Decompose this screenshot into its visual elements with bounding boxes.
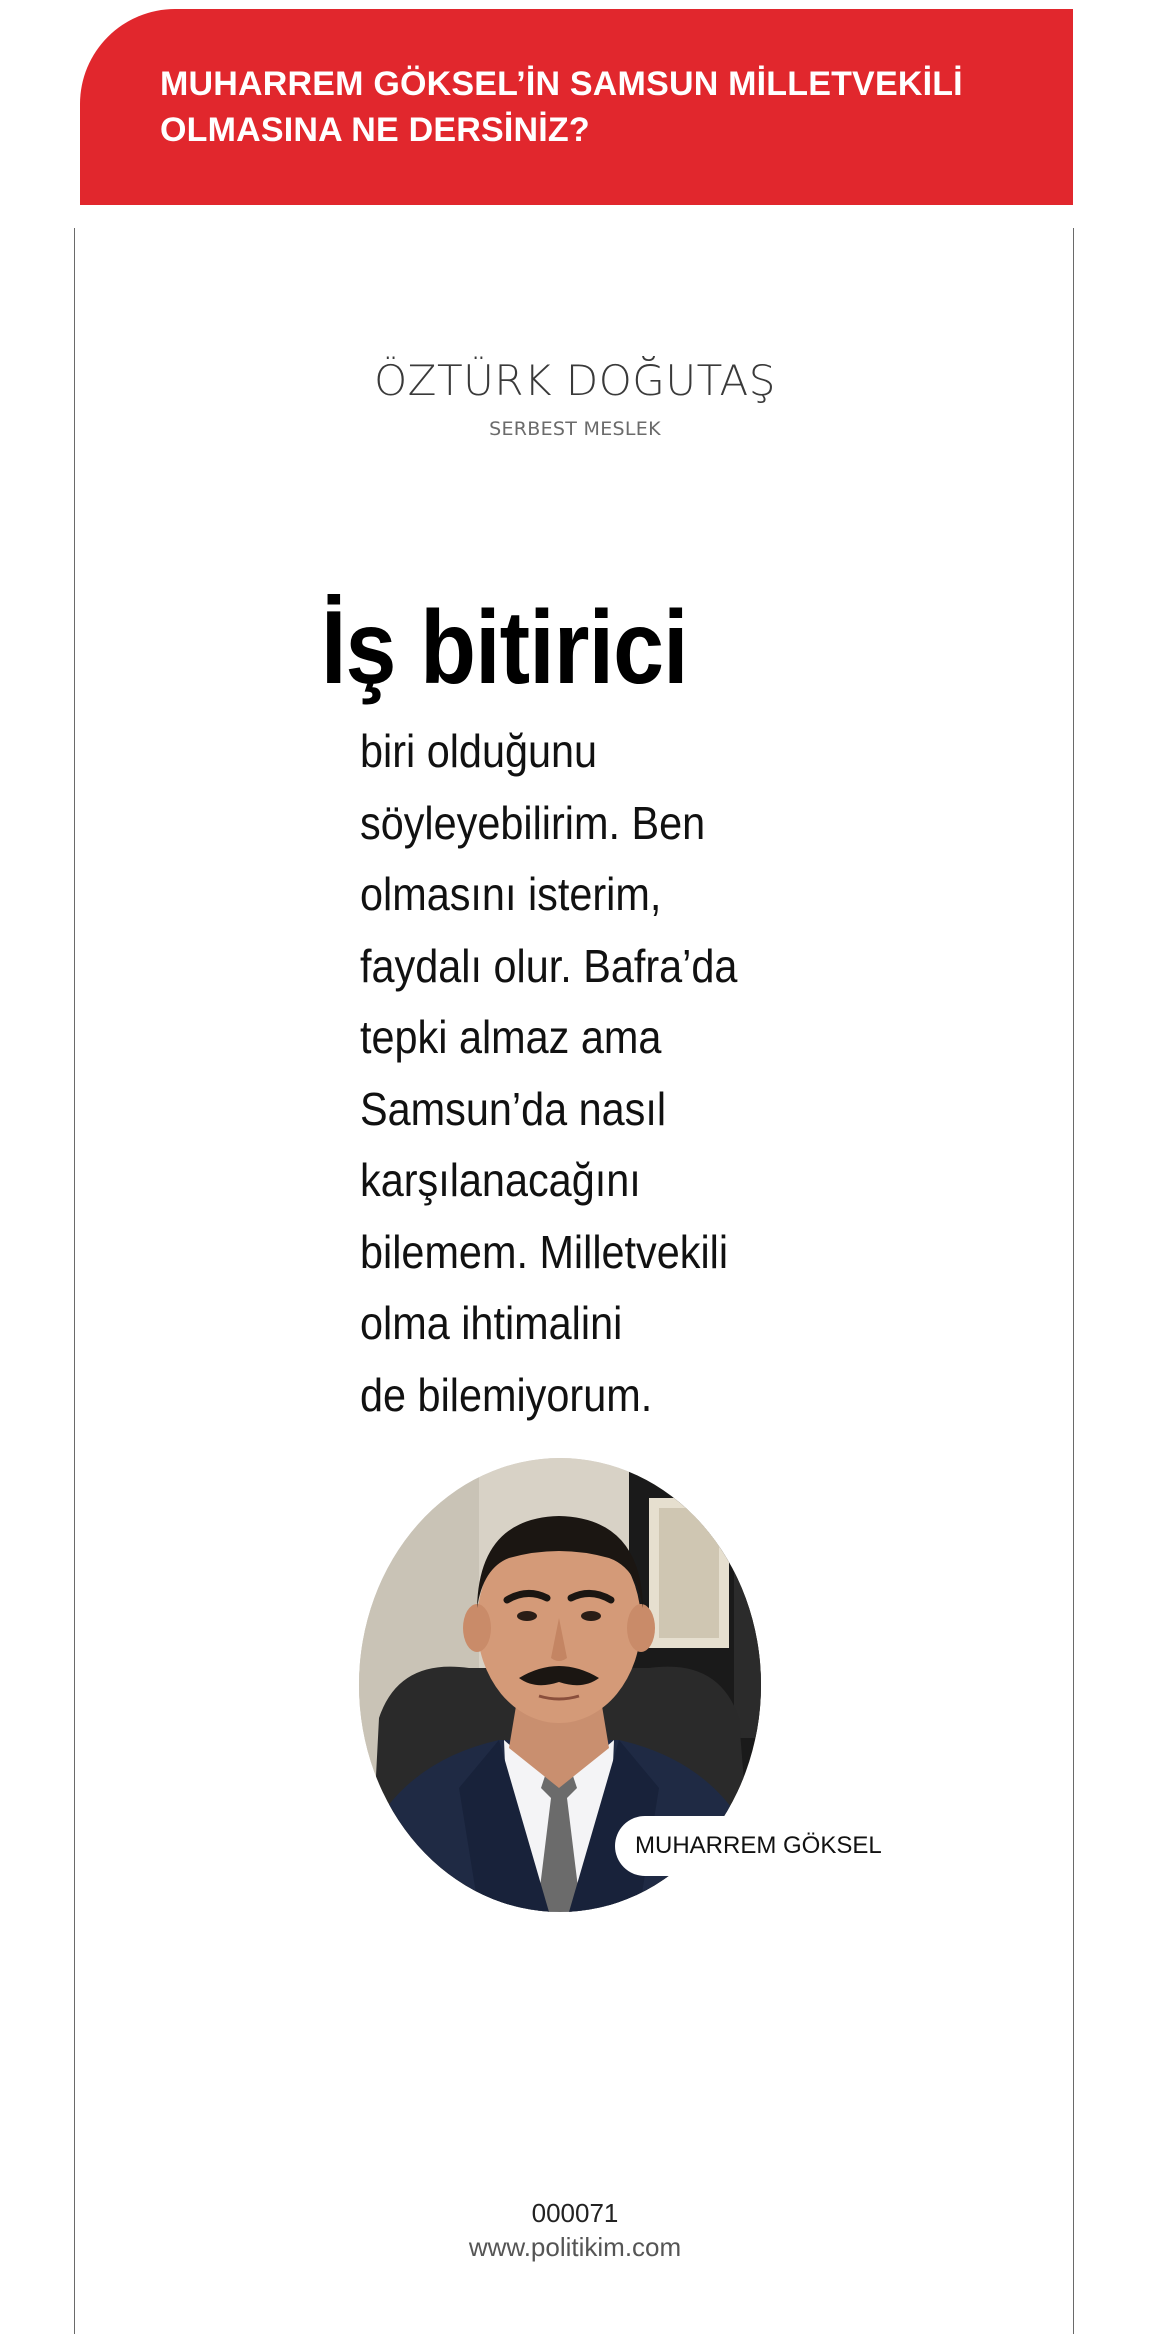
- subject-name-tag: MUHARREM GÖKSEL: [615, 1816, 904, 1876]
- quote-line: faydalı olur. Bafra’da: [360, 939, 738, 992]
- author-name: ÖZTÜRK DOĞUTAŞ: [374, 356, 776, 405]
- quote-line: olma ihtimalini: [360, 1297, 623, 1349]
- author-role: SERBEST MESLEK: [489, 418, 661, 440]
- quote-line: tepki almaz ama: [360, 1011, 662, 1063]
- footer-url[interactable]: www.politikim.com: [468, 2232, 682, 2262]
- quote-line: söyleyebilirim. Ben: [360, 796, 706, 849]
- quote-line: bilemem. Milletvekili: [360, 1225, 729, 1278]
- quote-lead: İş bitirici: [321, 590, 688, 706]
- quote-line: Samsun’da nasıl: [360, 1082, 667, 1135]
- footer-code: 000071: [531, 2198, 619, 2228]
- quote-line: olmasını isterim,: [360, 868, 662, 920]
- header-title-line-2: OLMASINA NE DERSİNİZ?: [160, 111, 590, 149]
- quote-line: karşılanacağını: [360, 1154, 641, 1206]
- quote-line: biri olduğunu: [360, 725, 598, 777]
- header-banner: [80, 9, 1073, 205]
- header-title: [160, 61, 1040, 153]
- header-title-line-1: MUHARREM GÖKSEL’İN SAMSUN MİLLETVEKİLİ: [160, 65, 963, 103]
- quote-line: de bilemiyorum.: [360, 1368, 653, 1421]
- quote-body: [360, 716, 860, 1431]
